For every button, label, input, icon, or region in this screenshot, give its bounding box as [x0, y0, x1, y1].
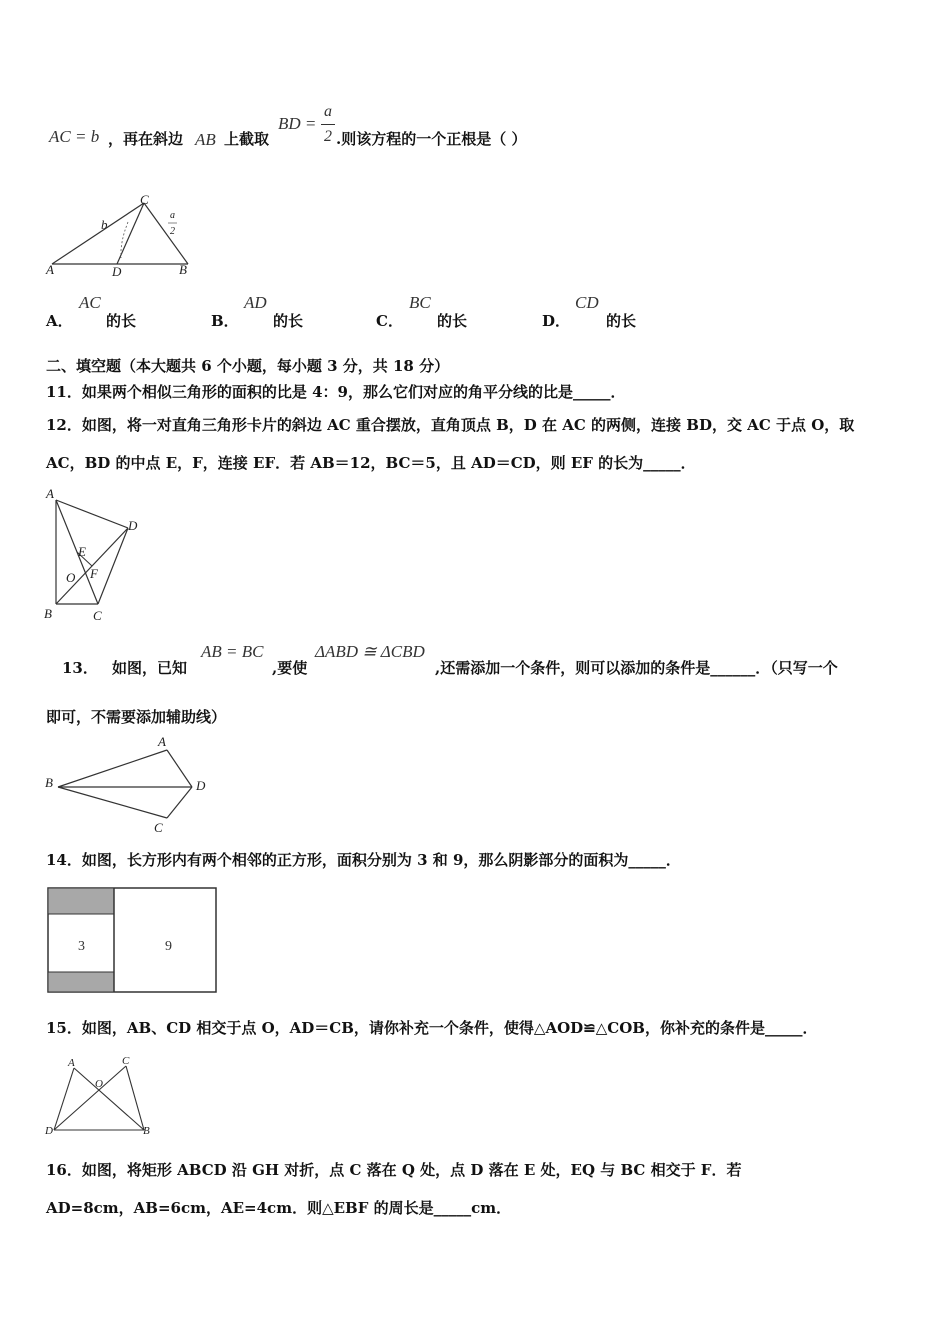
fig-label-B: B	[179, 262, 187, 277]
fig-label-D: D	[112, 264, 122, 277]
q13-text-3: ,还需添加一个条件，则可以添加的条件是______．（只写一个	[435, 659, 838, 677]
fig-label-D: D	[45, 1125, 53, 1137]
question-12-line1: 12．如图，将一对直角三角形卡片的斜边 AC 重合摆放，直角顶点 B，D 在 AC 的两侧，连接 BD，交 AC 于点 O，取	[46, 416, 855, 434]
math-congruence: ΔABD ≅ ΔCBD	[315, 642, 425, 661]
question-11: 11．如果两个相似三角形的面积的比是 4：9，那么它们对应的角平分线的比是_____．	[46, 383, 626, 401]
option-d-math: CD	[575, 293, 599, 312]
option-b-math: AD	[244, 293, 267, 312]
q14-rectangle-figure	[46, 886, 221, 996]
option-a-math: AC	[79, 293, 101, 312]
math-ab: AB	[195, 130, 216, 149]
fig-label-F: F	[90, 566, 98, 581]
fig-label-2: 2	[170, 226, 175, 237]
q13-kite-figure	[40, 732, 220, 836]
fig-label-a: a	[170, 210, 175, 221]
question-16-line2: AD=8cm，AB=6cm，AE=4cm．则△EBF 的周长是_____cm．	[46, 1199, 512, 1217]
fig-label-B: B	[143, 1125, 150, 1137]
q13-text-1: 如图，已知	[112, 659, 188, 677]
q13-line-2: 即可，不需要添加辅助线）	[46, 708, 227, 726]
q10-text-2: 上截取	[224, 130, 270, 148]
fig-label-C: C	[122, 1055, 130, 1067]
fig-label-B: B	[44, 606, 52, 621]
option-c-math: BC	[409, 293, 431, 312]
fig-label-E: E	[78, 544, 86, 559]
section-heading: 二、填空题（本大题共 6 个小题，每小题 3 分，共 18 分）	[46, 357, 450, 375]
option-d-letter: D．	[542, 312, 571, 330]
fig-label-D: D	[128, 518, 138, 533]
option-b-letter: B．	[211, 312, 239, 330]
shaded-region-top	[48, 888, 114, 914]
fig-label-O: O	[66, 570, 76, 585]
question-15: 15．如图，AB、CD 相交于点 O，AD＝CB，请你补充一个条件，使得△AOD≌△COB，你补充的条件是_____．	[46, 1019, 818, 1037]
q10-triangle-figure	[44, 192, 194, 277]
q13-text-2: ,要使	[272, 659, 308, 677]
option-a-letter: A．	[46, 312, 73, 330]
q13-number: 13．	[62, 659, 98, 677]
frac-numerator: a	[324, 103, 332, 120]
q12-figure	[40, 484, 150, 624]
fig-label-A: A	[158, 734, 166, 749]
option-b-text: 的长	[273, 312, 304, 330]
fig-label-b: b	[101, 217, 108, 232]
fig-label-A: A	[46, 486, 54, 501]
q10-header	[0, 0, 950, 160]
question-14: 14．如图，长方形内有两个相邻的正方形，面积分别为 3 和 9，那么阴影部分的面积为_____．	[46, 851, 681, 869]
fig-label-C: C	[93, 608, 102, 623]
small-square-area: 3	[78, 939, 85, 954]
option-a-text: 的长	[106, 312, 137, 330]
fig-label-C: C	[154, 820, 163, 835]
math-bd-eq: BD =	[278, 114, 317, 133]
fig-label-D: D	[196, 778, 206, 793]
q15-figure	[42, 1052, 157, 1142]
shaded-region-bottom	[48, 972, 114, 992]
big-square-area: 9	[165, 939, 172, 954]
math-ab-eq-bc: AB = BC	[201, 642, 264, 661]
frac-bar	[321, 124, 335, 125]
option-c-letter: C．	[376, 312, 403, 330]
option-d-text: 的长	[606, 312, 637, 330]
math-ac-eq-b: AC = b	[49, 127, 100, 146]
fig-label-A: A	[46, 262, 54, 277]
fig-label-B: B	[45, 775, 53, 790]
q10-text-3: .则该方程的一个正根是（ ）	[336, 130, 527, 148]
frac-denominator: 2	[324, 128, 332, 145]
question-12-line2: AC，BD 的中点 E，F，连接 EF．若 AB＝12，BC＝5，且 AD＝CD，则 EF 的长为_____．	[46, 454, 696, 472]
option-c-text: 的长	[437, 312, 468, 330]
question-16-line1: 16．如图，将矩形 ABCD 沿 GH 对折，点 C 落在 Q 处，点 D 落在 E 处，EQ 与 BC 相交于 F．若	[46, 1161, 742, 1179]
q10-text-1: ，再在斜边	[108, 130, 184, 148]
fig-label-O: O	[95, 1078, 103, 1090]
fig-label-C: C	[140, 192, 149, 207]
fig-label-A: A	[68, 1057, 75, 1069]
